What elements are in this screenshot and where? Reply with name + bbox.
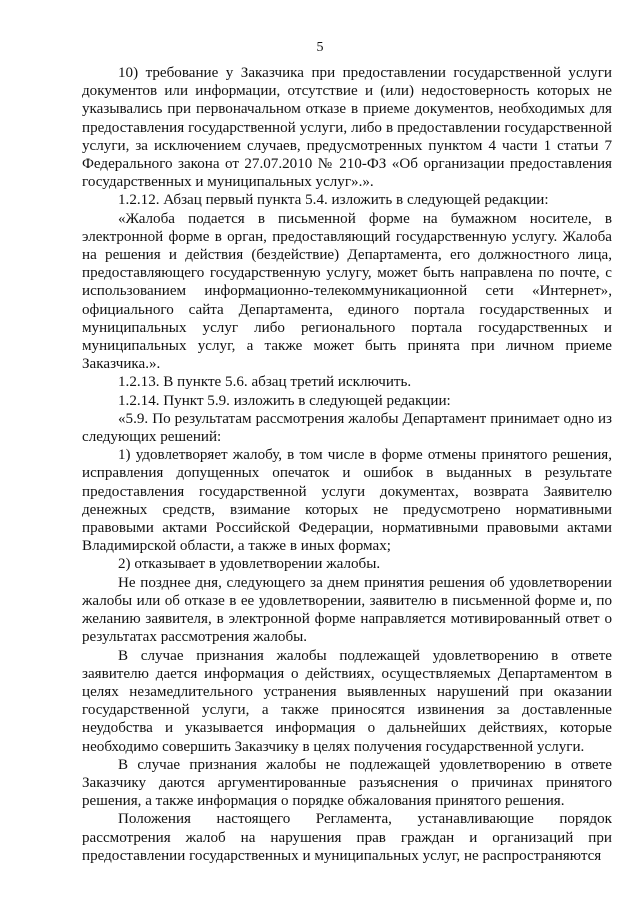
paragraph-complaint-rejected: В случае признания жалобы не подлежащей удовлетворению в ответе Заказчику даются аргументированные разъяснения о причинах принятого решения, а также информация о порядке обжалования принятого решения.	[82, 756, 612, 810]
paragraph-regulation-provisions: Положения настоящего Регламента, устанавливающие порядок рассмотрения жалоб на нарушения прав граждан и организаций при предоставлении государственных и муниципальных услуг, не распространяются	[82, 811, 612, 864]
document-body	[82, 64, 612, 865]
paragraph-5-9: «5.9. По результатам рассмотрения жалобы Департамент принимает одно из следующих решений:	[82, 410, 612, 446]
paragraph-decision-1: 1) удовлетворяет жалобу, в том числе в форме отмены принятого решения, исправления допущенных опечаток и ошибок в выданных в результате предоставления государственной услуги документах, возврата Заявителю денежных средств, взимание которых не предусмотрено нормативными правовыми актами Российской Федерации, нормативными правовыми актами Владимирской области, а также в иных формах;	[82, 447, 612, 555]
paragraph-response-deadline: Не позднее дня, следующего за днем принятия решения об удовлетворении жалобы или об отказе в ее удовлетворении, заявителю в письменной форме и, по желанию заявителя, в электронной форме направляется мотивированный ответ о результатах рассмотрения жалобы.	[82, 574, 612, 646]
page-number: 5	[316, 40, 324, 55]
paragraph-complaint-satisfied: В случае признания жалобы подлежащей удовлетворению в ответе заявителю дается информация о действиях, осуществляемых Департаментом в целях незамедлительного устранения выявленных нарушений при оказании государственной услуги, а также приносятся извинения за доставленные неудобства и указывается информация о дальнейших действиях, которые необходимо совершить Заказчику в целях получения государственной услуги.	[82, 647, 612, 755]
paragraph-decision-2: 2) отказывает в удовлетворении жалобы.	[118, 556, 381, 573]
paragraph-1-2-13: 1.2.13. В пункте 5.6. абзац третий исключить.	[118, 374, 412, 391]
paragraph-item-10: 10) требование у Заказчика при предоставлении государственной услуги документов или информации, отсутствие и (или) недостоверность которых не указывались при первоначальном отказе в приеме документов, необходимых для предоставления государственной услуги, либо в предоставлении государственной услуги, за исключением случаев, предусмотренных пунктом 4 части 1 статьи 7 Федерального закона от 27.07.2010 № 210-ФЗ «Об организации предоставления государственных и муниципальных услуг».».	[82, 65, 612, 191]
paragraph-1-2-12: 1.2.12. Абзац первый пункта 5.4. изложить в следующей редакции:	[118, 192, 549, 209]
paragraph-complaint-form: «Жалоба подается в письменной форме на бумажном носителе, в электронной форме в орган, предоставляющий государственную услугу. Жалоба на решения и действия (бездействие) Департамента, его должностного лица, предоставляющего государственную услугу, может быть направлена по почте, с использованием информационно-телекоммуникационной сети «Интернет», официального сайта Департамента, единого портала государственных и муниципальных услуг либо регионального портала государственных и муниципальных услуг, а также может быть принята при личном приеме Заказчика.».	[82, 210, 612, 373]
paragraph-1-2-14: 1.2.14. Пункт 5.9. изложить в следующей редакции:	[118, 392, 451, 409]
